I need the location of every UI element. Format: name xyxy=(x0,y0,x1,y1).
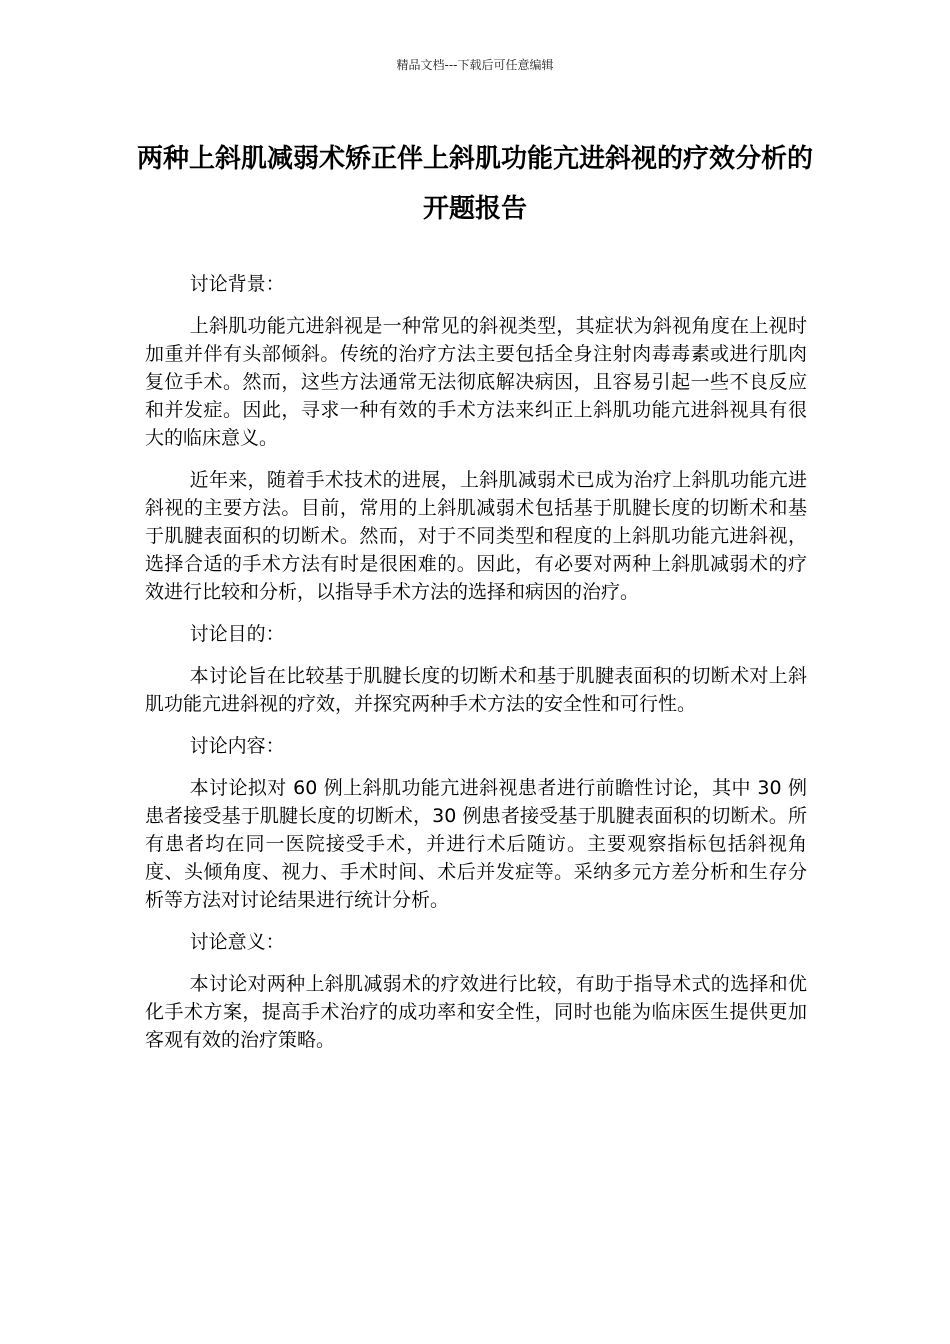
section-purpose xyxy=(145,620,807,718)
section-significance xyxy=(145,928,807,1054)
document-body xyxy=(145,270,807,1068)
header-note: 精品文档---下载后可任意编辑 xyxy=(396,58,554,72)
paragraph: 本讨论旨在比较基于肌腱长度的切断术和基于肌腱表面积的切断术对上斜肌功能亢进斜视的疗效，并探究两种手术方法的安全性和可行性。 xyxy=(145,665,807,715)
section-label: 讨论意义： xyxy=(189,931,285,953)
document-title: 两种上斜肌减弱术矫正伴上斜肌功能亢进斜视的疗效分析的开题报告 xyxy=(136,144,813,224)
section-label: 讨论目的： xyxy=(189,623,285,645)
paragraph: 近年来，随着手术技术的进展，上斜肌减弱术已成为治疗上斜肌功能亢进斜视的主要方法。目前，常用的上斜肌减弱术包括基于肌腱长度的切断术和基于肌腱表面积的切断术。然而，对于不同类型和程度的上斜肌功能亢进斜视，选择合适的手术方法有时是很困难的。因此，有必要对两种上斜肌减弱术的疗效进行比较和分析，以指导手术方法的选择和病因的治疗。 xyxy=(145,469,807,603)
section-label: 讨论背景： xyxy=(189,273,285,295)
paragraph: 本讨论对两种上斜肌减弱术的疗效进行比较，有助于指导术式的选择和优化手术方案，提高手术治疗的成功率和安全性，同时也能为临床医生提供更加客观有效的治疗策略。 xyxy=(145,973,807,1051)
section-label: 讨论内容： xyxy=(189,735,285,757)
paragraph: 上斜肌功能亢进斜视是一种常见的斜视类型，其症状为斜视角度在上视时加重并伴有头部倾斜。传统的治疗方法主要包括全身注射肉毒毒素或进行肌肉复位手术。然而，这些方法通常无法彻底解决病因，且容易引起一些不良反应和并发症。因此，寻求一种有效的手术方法来纠正上斜肌功能亢进斜视具有很大的临床意义。 xyxy=(145,315,807,449)
paragraph: 本讨论拟对 60 例上斜肌功能亢进斜视患者进行前瞻性讨论，其中 30 例患者接受基于肌腱长度的切断术，30 例患者接受基于肌腱表面积的切断术。所有患者均在同一医院接受手术，并进行术后随访。主要观察指标包括斜视角度、头倾角度、视力、手术时间、术后并发症等。采纳多元方差分析和生存分析等方法对讨论结果进行统计分析。 xyxy=(145,777,807,911)
section-content xyxy=(145,732,807,914)
section-background xyxy=(145,270,807,606)
